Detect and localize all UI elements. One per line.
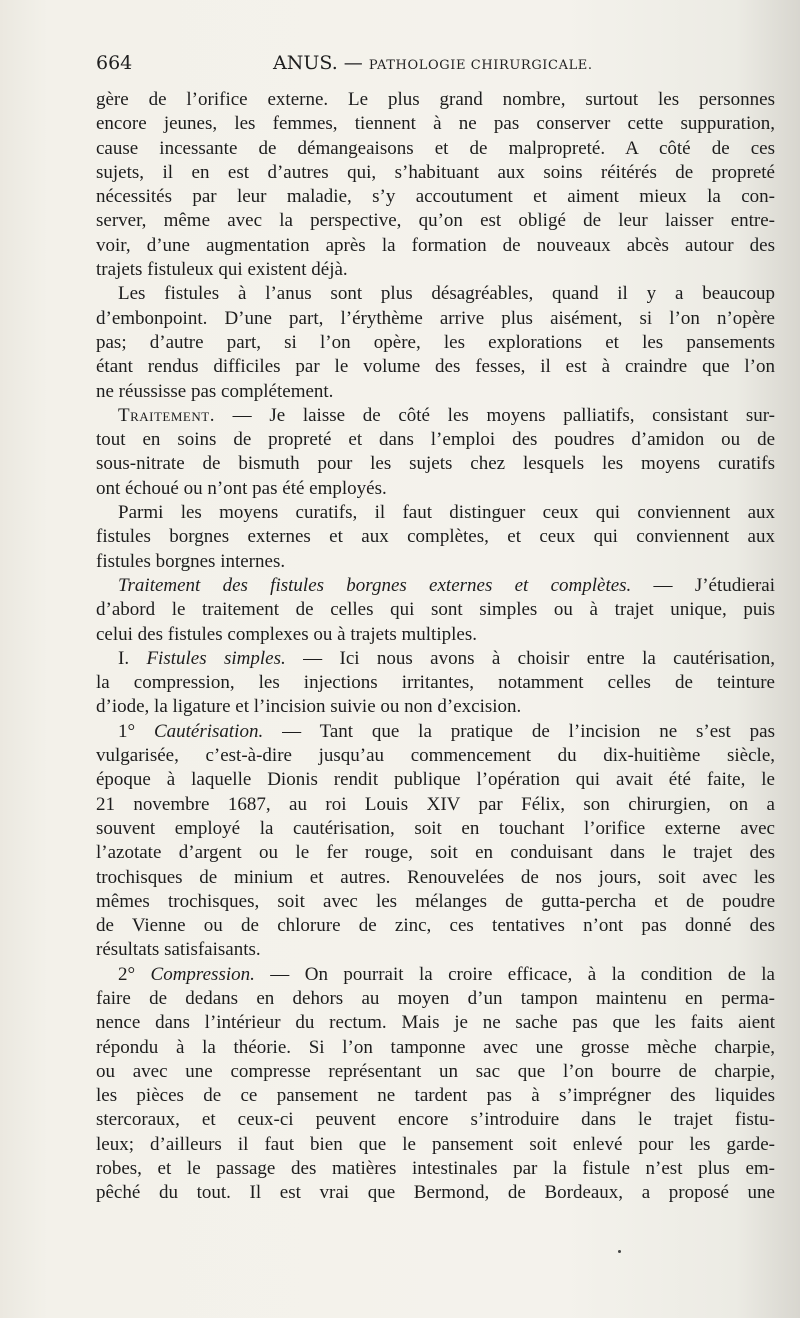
text-line [96, 963, 775, 987]
text-line: répondu à la théorie. Si l’on tamponne avec une grosse mèche charpie, [96, 1036, 775, 1058]
running-head [273, 52, 593, 74]
paragraph [96, 88, 775, 282]
page-header [96, 52, 776, 82]
text-line [96, 404, 775, 428]
italic-heading: Cautérisation. [153, 720, 264, 742]
text-line: nence dans l’intérieur du rectum. Mais je ne sache pas que les faits aient [96, 1012, 775, 1034]
line-text: — Ici nous avons à choisir entre la cautérisation, [285, 647, 775, 669]
text-line: pêché du tout. Il est vrai que Bermond, de Bordeaux, a proposé une [96, 1182, 775, 1204]
paragraph-external-fistulas [96, 574, 775, 647]
text-line: les pièces de ce pansement ne tardent pas à s’imprégner des liquides [96, 1085, 775, 1107]
text-line: ont échoué ou n’ont pas été employés. [96, 477, 387, 499]
text-line [96, 720, 775, 744]
paragraph-treatment [96, 404, 775, 501]
text-line: vulgarisée, c’est-à-dire jusqu’au commencement du dix-huitième siècle, [96, 745, 775, 767]
text-line: pas; d’autre part, si l’on opère, les explorations et les pansements [96, 331, 775, 353]
section-number: I. [118, 647, 147, 669]
paragraph [96, 282, 775, 403]
text-line: Parmi les moyens curatifs, il faut distinguer ceux qui conviennent aux [118, 502, 775, 524]
text-line: d’abord le traitement de celles qui sont simples ou à trajet unique, puis [96, 599, 775, 621]
text-line: cause incessante de démangeaisons et de malpropreté. A côté de ces [96, 137, 775, 159]
text-line: de Vienne ou de chlorure de zinc, ces tentatives n’ont pas donné des [96, 915, 775, 937]
line-text: — Je laisse de côté les moyens palliatifs, consistant sur- [214, 404, 775, 426]
paragraph-simple-fistulas [96, 647, 775, 720]
text-line: Les fistules à l’anus sont plus désagréables, quand il y a beaucoup [118, 283, 775, 305]
text-line: souvent employé la cautérisation, soit en touchant l’orifice externe avec [96, 817, 775, 839]
text-line: tout en soins de propreté et dans l’emploi des poudres d’amidon ou de [96, 429, 775, 451]
text-line: encore jeunes, les femmes, tiennent à ne pas conserver cette suppuration, [96, 113, 775, 135]
italic-heading: Fistules simples. [146, 647, 286, 669]
text-line: fistules borgnes internes. [96, 550, 286, 572]
text-line: la compression, les injections irritantes, notamment celles de teinture [96, 672, 775, 694]
text-line: résultats satisfaisants. [96, 939, 261, 961]
section-number: 1° [118, 720, 154, 742]
text-line: stercoraux, et ceux-ci peuvent encore s’introduire dans le trajet fistu- [96, 1109, 775, 1131]
text-line: d’iode, la ligature et l’incision suivie ou non d’excision. [96, 696, 522, 718]
paragraph-compression [96, 963, 775, 1206]
page-number: 664 [96, 52, 133, 74]
line-text: — J’étudierai [631, 574, 775, 596]
italic-heading: Compression. [150, 963, 255, 985]
text-line: celui des fistules complexes ou à trajets multiples. [96, 623, 477, 645]
text-line: sous-nitrate de bismuth pour les sujets chez lesquels les moyens curatifs [96, 453, 775, 475]
header-dash: — [343, 52, 363, 74]
text-line: mêmes trochisques, soit avec les mélanges de gutta-percha et de poudre [96, 890, 775, 912]
text-line [96, 574, 775, 598]
text-line: ou avec une compresse représentant un sac que l’on bourre de charpie, [96, 1060, 775, 1082]
italic-heading: Traitement des fistules borgnes externes et complètes. [118, 574, 632, 596]
text-line [96, 647, 775, 671]
text-line: leux; d’ailleurs il faut bien que le pansement soit enlevé pour les garde- [96, 1133, 775, 1155]
text-line: trochisques de minium et autres. Renouvelées de nos jours, soit avec les [96, 866, 775, 888]
text-line: fistules borgnes externes et aux complètes, et ceux qui conviennent aux [96, 526, 775, 548]
body-text [96, 88, 775, 1206]
paragraph-cauterization [96, 720, 775, 963]
text-line: étant rendus difficiles par le volume des fesses, il est à craindre que l’on [96, 356, 775, 378]
text-line: époque à laquelle Dionis rendit publique l’opération qui avait été faite, le [96, 769, 775, 791]
text-line: voir, d’une augmentation après la formation de nouveaux abcès autour des [96, 234, 775, 256]
text-line: ne réussisse pas complétement. [96, 380, 334, 402]
text-line: gère de l’orifice externe. Le plus grand nombre, surtout les personnes [96, 89, 775, 110]
line-text: — Tant que la pratique de l’incision ne s’est pas [263, 720, 775, 742]
text-line: d’embonpoint. D’une part, l’érythème arrive plus aisément, si l’on n’opère [96, 307, 775, 329]
text-line: 21 novembre 1687, au roi Louis XIV par Félix, son chirurgien, on a [96, 793, 775, 815]
text-line: l’azotate d’argent ou le fer rouge, soit en conduisant dans le trajet des [96, 842, 775, 864]
section-number: 2° [118, 963, 151, 985]
text-line: sujets, il en est d’autres qui, s’habituant aux soins réitérés de propreté [96, 161, 775, 183]
section-heading: Traitement. [118, 404, 215, 426]
line-text: — On pourrait la croire efficace, à la condition de la [254, 963, 775, 985]
text-line: nécessités par leur maladie, s’y accoutument et aiment mieux la con- [96, 186, 775, 208]
ink-speck [618, 1250, 621, 1253]
running-title: ANUS. [273, 52, 338, 74]
paragraph [96, 501, 775, 574]
text-line: faire de dedans en dehors au moyen d’un tampon maintenu en perma- [96, 987, 775, 1009]
text-line: trajets fistuleux qui existent déjà. [96, 259, 348, 281]
text-line: robes, et le passage des matières intestinales par la fistule n’est plus em- [96, 1158, 775, 1180]
text-line: server, même avec la perspective, qu’on est obligé de leur laisser entre- [96, 210, 775, 232]
running-subtitle: PATHOLOGIE CHIRURGICALE. [368, 58, 593, 73]
